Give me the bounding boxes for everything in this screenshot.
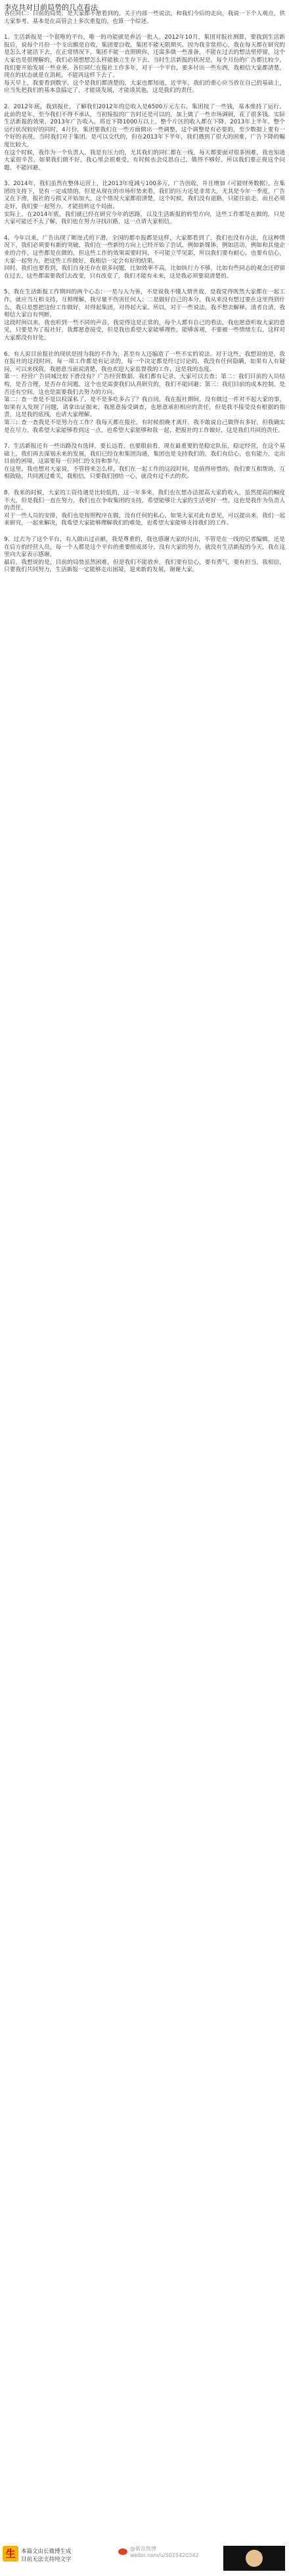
section-3	[4, 181, 285, 226]
article-body	[4, 11, 285, 583]
section-paragraph: 第三：查一查我是不是努力在工作？我每天都在报社，有时候很晚才离开，我不敢说自己做得有多好，但我确实是在尽力，我希望大家能够看到这一点，也希望大家能够和我一起，把报社的工作做好，这是我们共同的责任。	[4, 419, 285, 434]
watermark	[130, 2546, 199, 2559]
watermark-line-2: weibo.com/u/5025420342	[130, 2552, 199, 2558]
section-paragraph: 这段时间以来，我也听到一些不同的声音，我觉得这是正常的，每个人都有自己的看法，我也愿意听取大家的意见，只要是为了报社好，我都愿意接受，但是我也希望大家能够理性，能够客观，不要被一些情绪左右，这样对大家都没有好处。	[4, 319, 285, 341]
section-2	[4, 104, 285, 172]
section-paragraph: 3、2014年，我们虽然在整体运营上，比2013年度减亏100多万，广告创收，并且增加（可能财务数据），在集团的支持下，是有一定成绩的，但是从现在的市场形势来看，我们的压力还是非常大，尤其是今年一季度，广告又在下滑，报社的亏损又开始加大，这个情况大家都很清楚，这个时候，我们没有退路，只能往前走，而且必须走好，我们要一起努力，才能扭转这个局面。	[4, 181, 285, 211]
section-paragraph: 每天早上，我要看到数字，这个是我们都清楚的，大家也都知道，近半年，我们的重心应当放在自己的基础上，应当先把我们的基本盘搞定了，才能谈发展，才能谈其他，这是我们的责任。	[4, 79, 285, 95]
section-paragraph: 各位同仁：目前的局势，是大家都不愿看到的。关于内部一些说法，和我们今后的走向，我说一下个人观点，供大家参考。基本是在高管会上多次重复的，也算一个综述。	[4, 11, 285, 25]
long-weibo-logo-icon: 生	[3, 2546, 18, 2562]
section-5	[4, 289, 285, 342]
section-6	[4, 351, 285, 435]
weibo-logo-icon	[118, 2548, 127, 2555]
section-paragraph: 对于一些人员的安排，我们也是按照程序在做，没有任何的私心，如果大家对此有意见，可以提出来，我们一起来研究，一起来解决，我希望大家能够理解我们的难处，也希望大家能够支持我们的工作。	[4, 512, 285, 527]
section-paragraph: 5、我在生活新报工作期间的两个心态：一是与人为善，不是说我不懂人情世故，是我觉得既然大家都在一起工作，就应当互相支持，互相理解，我尽量不伤害任何人；二是做好自己的本分，我从来没有想过要在这里得到什么，我只是想把这份工作做好，对得起集团，对得起大家。所以，对于一些说法，我不想去解释，清者自清，我相信大家自有判断。	[4, 289, 285, 319]
section-paragraph: 8、我来的时候，大家的工资待遇是比较低的，这一年多来，我们也在想办法提高大家的收入，虽然提高的幅度不大，但是我们一直在努力，我们也在争取集团的支持，希望能够让大家的生活更好一些，这也是我作为负责人的责任。	[4, 490, 285, 512]
section-8	[4, 490, 285, 528]
section-paragraph: 在这个时候，我作为一个负责人，我是有压力的，尤其我们的同仁都在一线，每天都要面对很多困难，我也知道大家很辛苦，如果我们做不好，我心里会很难受，有时候也会反思自己，做得不够好。所以我们要正视这个问题，不能回避。	[4, 149, 285, 171]
section-7	[4, 443, 285, 481]
footer-line-1: 本篇文由长微博生成	[21, 2548, 72, 2555]
section-paragraph: 第二：查一查是不是以权谋私了，是不是多吃多占了？我自问，我在报社期间，没有做过一件对不起大家的事，如果有人发现了问题，请拿出证据来，我愿意接受调查，也愿意承担相应的责任，但是我不接受没有根据的指责，这是我的底线，也请大家理解。	[4, 397, 285, 419]
banner-portrait	[246, 2550, 263, 2567]
section-paragraph: 第一：经营广告同城比较下滑没有？广告经营数据，我们都有记录，大家可以去查；第二：我们目前的人员结构，是否合理，是否存在问题，这个也是需要我们认真研究的，我们不能回避；第三：我们目前的成本控制，是否还有空间，这也是需要我们去努力的方向。	[4, 374, 285, 396]
section-9	[4, 536, 285, 574]
section-1	[4, 34, 285, 95]
footer	[0, 2542, 289, 2576]
section-paragraph: 实际上，在2014年底，我们就已经在研究今年的思路，以及生活新报的转型方向，这些工作都是在做的，只是大家可能还不太了解，我们也在努力寻找出路，这一点请大家相信。	[4, 211, 285, 226]
section-paragraph: 9、过去为了这个平台，有人做出过贡献，我是尊重的，我也感谢大家的付出，不管是在一线的记者编辑，还是在后方的经营人员，每一个人都是这个平台的重要组成部分，没有大家的努力，就没有生活新报的今天，我在这里向大家表示感谢。	[4, 536, 285, 559]
section-paragraph: 6、有人说目前报社的现状是因为我的不作为，甚至有人还编造了一些不实的说法。对于这些，我想说的是，我在报社的这段时间，每一项工作都是有记录的，每一个决定都是经过讨论的，我没有任何隐瞒，如果有人有疑问，可以来找我，我愿意当面说清楚，我也欢迎大家监督我的工作，这是我的态度。	[4, 351, 285, 373]
section-paragraph: 7、生活新报还有一些出路没有选择，要长远看，也要眼前看，现在最重要的是稳定队伍，稳定经营，在这个基础上，我们再去谋划未来的发展，我们已经在和集团沟通，集团也是支持我们的，我们有信心，也有能力，走出目前的困境，这需要每一位同仁的支持和参与。	[4, 443, 285, 465]
section-paragraph: 在这里，我也想对大家说，不管将来怎么样，我们在一起工作的这段时间，是值得珍惜的，我们要互相帮助，互相鼓励，共同渡过难关，我相信，只要我们团结一心，就没有过不去的坎。	[4, 465, 285, 481]
section-paragraph: 同时，我们也要看到，我们自身还存在很多问题，比如效率不高，比如执行力不够，比如有些同志的观念还停留在过去，这些都需要我们去改变，只有改变了，我们才能有未来，这是我必须要说清楚的。	[4, 265, 285, 280]
section-intro	[4, 11, 285, 26]
watermark-line-1: @新浪微博	[130, 2546, 156, 2552]
section-paragraph: 1、生活新报是一个很唯的平台，唯一的功能就是养活一批人。2012年10月，集团对报社测算，要我到生活新报后，说每个月份一个支出额是自收，集团要自收，集团不能无限期买。因为我非常担心，我在每天都在研究的是怎么才能活下去，在正常情况下，集团不能一直照顾你，还需多做一些准备，不能在过去的想法里停留，这个大家也是很理解的，我们必须想想怎么样能独立生存下去。当时生活新报的状况是，每个月份的广告都比较少，我们要开始发展一些业务。各位同仁在报社工作多年，对于一个平台，要多付出一些东西，我相信大家都清楚，现在的状态就是在消耗，不能再这样下去了。	[4, 34, 285, 79]
section-paragraph: 最后，我想说的是，目前的局势虽然困难，但是我们不能放弃，我们要有信心，要有勇气，要有担当，我相信，只要我们共同努力，生活新报一定能够走出困境，迎来新的发展，谢谢大家。	[4, 559, 285, 574]
footer-line-2: 目前无法支持纯文字	[21, 2556, 72, 2563]
section-paragraph: 2、2012年底，我到报社，了解我们2012年的总收入是6500万元左右，集团按了一些钱，基本维持了运行。此前的是年，至今我们不得不承认，当初接报的广告时还是可以的，加上做了一些市场调研，花了很多钱。实际生活新报的效果，2013年广告收入，将近下降1000万以上，整个片区的收入都在下降。2013年上半年，整个运行状况较好的同时，4月份，集团要我们在一些方面做出一些调整，这个调整是有必要的，至少数据上要有一个好的表现，当时我们对于集团，是可以交代的，但在2013年下半年，我们遇到了很大的困难，广告下降的幅度比较大。	[4, 103, 285, 148]
promo-banner-image	[223, 2546, 285, 2571]
page-title: 李克共对目前局势的几点看法	[4, 3, 98, 12]
section-4	[4, 235, 285, 281]
section-paragraph: 4、今年以来，广告出现了断崖式的下滑，全国的都市报都是这样，大家都看到了，我们也没有办法，在这种情况下，我们必须要有新的突破，我们在一些新的方向上已经开始了尝试，例如新媒体，例如活动，例如和其他企业的合作，这些都是在做的，但这些工作的效果需要时间，不可能立竿见影，所以我们要有耐心，也要有信心，大家一起努力，把这些工作做好，我相信一定会有好的结果。	[4, 234, 285, 265]
